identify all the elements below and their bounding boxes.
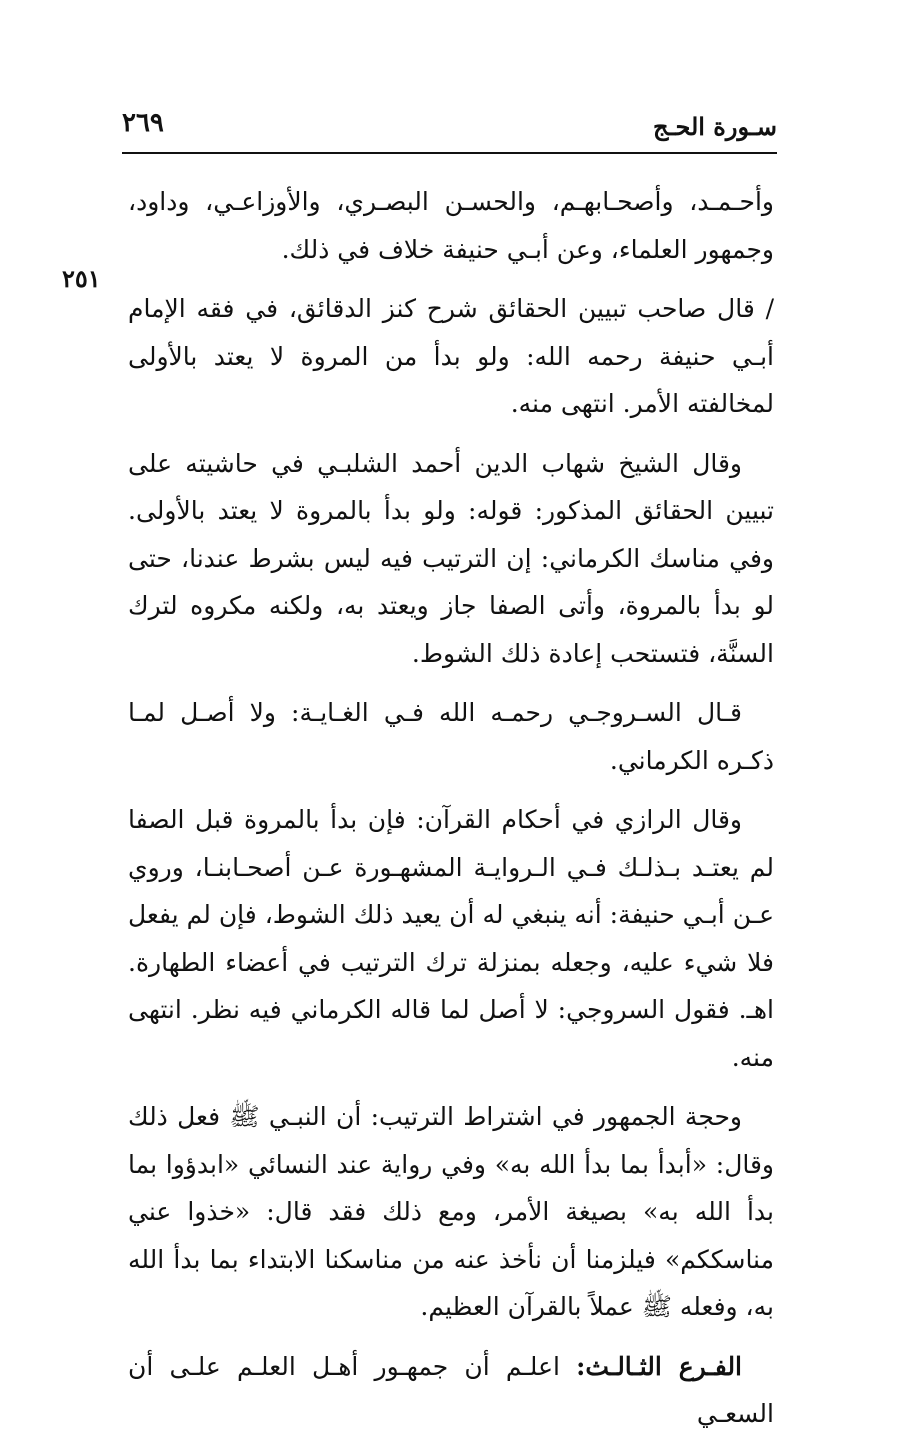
surah-title: سـورة الحـج: [652, 112, 777, 141]
paragraph: وأحـمـد، وأصحـابهـم، والحسـن البصـري، والأوزاعـي، وداود، وجمهور العلماء، وعن أبـي حنيفة خلاف في ذلك.: [128, 187, 774, 264]
paragraph: وحجة الجمهور في اشتراط الترتيب: أن النبـي ﷺ فعل ذلك وقال: «أبدأ بما بدأ الله به» وفي رواية عند النسائي «ابدؤوا بما بدأ الله به» بصيغة الأمر، ومع ذلك فقد قال: «خذوا عني مناسككم» فيلزمنا أن نأخذ عنه من مناسكنا الابتداء بما بدأ الله به، وفعله ﷺ عملاً بالقرآن العظيم.: [128, 1102, 774, 1321]
page-number: ٢٦٩: [122, 108, 164, 138]
section-heading: الفـرع الثـالـث:: [576, 1351, 743, 1381]
paragraph: [128, 1343, 774, 1438]
paragraph: وقال الرازي في أحكام القرآن: فإن بدأ بالمروة قبل الصفا لم يعتـد بـذلـك فـي الـروايـة المشهـورة عـن أصحـابنـا، وروي عـن أبـي حنيفة: أنه ينبغي له أن يعيد ذلك الشوط، فإن لم يفعل فلا شيء عليه، وجعله بمنزلة ترك الترتيب في أعضاء الطهارة. اهـ. فقول السروجي: لا أصل لما قاله الكرماني فيه نظر. انتهى منه.: [128, 805, 774, 1072]
paragraph-text: اعلـم أن جمهـور أهـل العلـم علـى أن السعـي: [128, 1351, 774, 1428]
paragraph: / قال صاحب تبيين الحقائق شرح كنز الدقائق، في فقه الإمام أبـي حنيفة رحمه الله: ولو بدأ من المروة لا يعتد بالأولى لمخالفته الأمر. انتهى منه.: [128, 294, 774, 418]
header-divider: [122, 152, 777, 154]
paragraph: قـال السـروجـي رحمـه الله فـي الغـايـة: ولا أصـل لمـا ذكـره الكرماني.: [128, 698, 774, 775]
page-body: [128, 178, 774, 1450]
page-header: [122, 108, 777, 154]
margin-page-number: ٢٥١: [62, 264, 101, 293]
paragraph: وقال الشيخ شهاب الدين أحمد الشلبـي في حاشيته على تبيين الحقائق المذكور: قوله: ولو بدأ بالمروة لا يعتد بالأولى. وفي مناسك الكرماني: إن الترتيب فيه ليس بشرط عندنا، حتى لو بدأ بالمروة، وأتى الصفا جاز ويعتد به، ولكنه مكروه لترك السنَّة، فتستحب إعادة ذلك الشوط.: [128, 448, 774, 668]
